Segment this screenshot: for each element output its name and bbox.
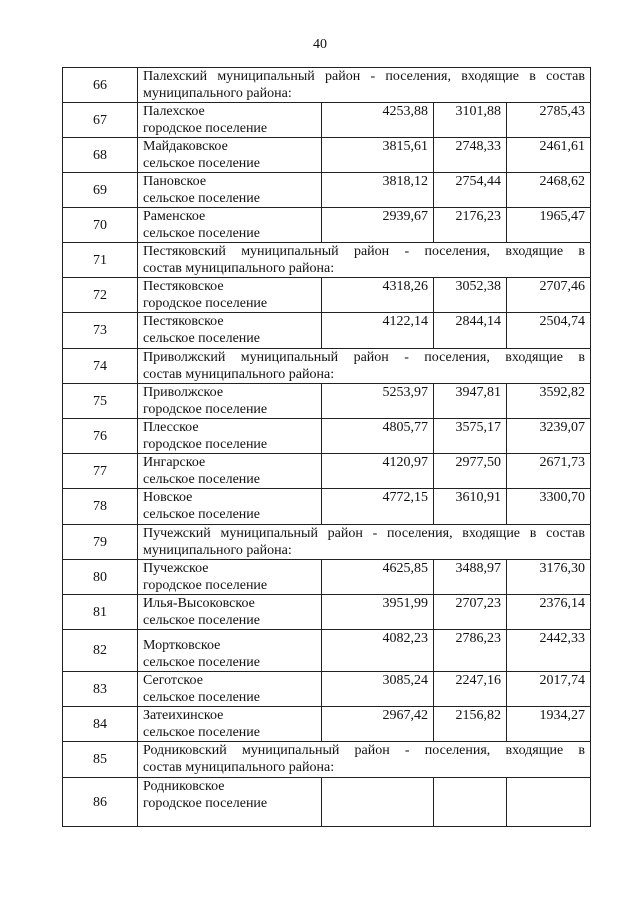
district-group-row [63,68,591,103]
value-cell-2: 2748,33 [434,138,507,173]
district-heading-line: состав муниципального района: [143,760,335,775]
settlement-row [63,454,591,489]
settlement-name [138,595,322,630]
row-number: 75 [63,384,138,419]
page-number: 40 [313,37,327,52]
value-cell-2: 3101,88 [434,103,507,138]
value-cell-3: 2376,14 [507,595,591,630]
settlement-row [63,595,591,630]
settlement-name [138,278,322,313]
settlement-title: Пестяковское [143,279,224,294]
settlement-name [138,173,322,208]
settlement-row [63,313,591,349]
settlement-type: городское поселение [143,796,268,811]
settlement-title: Плесское [143,420,199,435]
settlement-name [138,454,322,489]
settlement-row [63,419,591,454]
settlement-title: Раменское [143,209,206,224]
value-cell-3: 2468,62 [507,173,591,208]
settlement-type: городское поселение [143,578,268,593]
row-number: 68 [63,138,138,173]
value-cell-3: 1965,47 [507,208,591,243]
settlement-title: Палехское [143,104,205,119]
settlement-name [138,138,322,173]
district-heading-line: состав муниципального района: [143,261,335,276]
district-heading-line: Приволжский муниципальный район - поселения, входящие в [143,350,585,365]
settlement-name [138,778,322,827]
value-cell-3: 2017,74 [507,672,591,707]
value-cell-2: 2156,82 [434,707,507,742]
settlement-row [63,707,591,742]
district-heading-line: Пучежский муниципальный район - поселения, входящие в состав [143,526,585,541]
settlement-row [63,278,591,313]
row-number: 82 [63,630,138,672]
settlement-name [138,630,322,672]
settlement-row [63,173,591,208]
settlement-type: сельское поселение [143,655,260,670]
row-number: 69 [63,173,138,208]
value-cell-2: 3947,81 [434,384,507,419]
settlement-name [138,384,322,419]
settlement-type: сельское поселение [143,331,260,346]
value-cell-1: 4253,88 [322,103,434,138]
row-number: 66 [63,68,138,103]
value-cell-2: 2844,14 [434,313,507,349]
row-number: 71 [63,243,138,278]
settlement-title: Пановское [143,174,207,189]
settlement-row [63,672,591,707]
value-cell-3: 2442,33 [507,630,591,672]
district-heading-line: муниципального района: [143,543,292,558]
row-number: 83 [63,672,138,707]
row-number: 79 [63,525,138,560]
value-cell-2: 2977,50 [434,454,507,489]
value-cell-2: 3610,91 [434,489,507,525]
settlement-title: Затеихинское [143,708,224,723]
value-cell-1: 4772,15 [322,489,434,525]
value-cell-3: 3239,07 [507,419,591,454]
settlement-title: Сеготское [143,673,203,688]
settlement-row [63,138,591,173]
row-number: 67 [63,103,138,138]
district-group-row [63,742,591,778]
value-cell-3: 1934,27 [507,707,591,742]
district-heading [138,243,591,278]
settlement-title: Приволжское [143,385,224,400]
settlement-type: сельское поселение [143,226,260,241]
value-cell-1: 4318,26 [322,278,434,313]
district-heading [138,525,591,560]
value-cell-2: 3052,38 [434,278,507,313]
settlement-row [63,208,591,243]
row-number: 85 [63,742,138,778]
settlement-title: Майдаковское [143,139,228,154]
value-cell-1: 4122,14 [322,313,434,349]
settlement-title: Мортковское [143,638,221,653]
settlement-row [63,103,591,138]
settlement-type: сельское поселение [143,725,260,740]
value-cell-3: 2504,74 [507,313,591,349]
table-body [63,68,591,827]
district-heading-line: Пестяковский муниципальный район - поселения, входящие в [143,244,585,259]
settlement-type: городское поселение [143,437,268,452]
value-cell-3 [507,778,591,827]
value-cell-2: 2707,23 [434,595,507,630]
settlement-row [63,489,591,525]
settlement-type: сельское поселение [143,507,260,522]
value-cell-1: 2967,42 [322,707,434,742]
settlement-name [138,103,322,138]
district-heading-line: муниципального района: [143,86,292,101]
district-heading-line: Палехский муниципальный район - поселения, входящие в состав [143,69,585,84]
value-cell-3: 3300,70 [507,489,591,525]
row-number: 77 [63,454,138,489]
row-number: 86 [63,778,138,827]
district-group-row [63,349,591,384]
value-cell-3: 2671,73 [507,454,591,489]
value-cell-3: 2785,43 [507,103,591,138]
value-cell-1: 4805,77 [322,419,434,454]
row-number: 78 [63,489,138,525]
settlement-type: сельское поселение [143,156,260,171]
settlement-row [63,560,591,595]
row-number: 84 [63,707,138,742]
settlement-type: городское поселение [143,296,268,311]
settlement-name [138,707,322,742]
settlement-title: Пестяковское [143,314,224,329]
district-heading [138,742,591,778]
value-cell-3: 3176,30 [507,560,591,595]
value-cell-3: 3592,82 [507,384,591,419]
settlement-name [138,560,322,595]
settlement-row [63,778,591,827]
value-cell-1 [322,778,434,827]
district-group-row [63,525,591,560]
settlement-type: сельское поселение [143,613,260,628]
settlement-type: городское поселение [143,402,268,417]
settlement-title: Илья-Высоковское [143,596,255,611]
value-cell-2: 2247,16 [434,672,507,707]
value-cell-2: 3488,97 [434,560,507,595]
district-heading-line: состав муниципального района: [143,367,335,382]
row-number: 70 [63,208,138,243]
row-number: 73 [63,313,138,349]
settlement-row [63,630,591,672]
district-heading [138,68,591,103]
settlements-table [62,67,591,827]
value-cell-2: 2754,44 [434,173,507,208]
value-cell-1: 3818,12 [322,173,434,208]
settlement-type: сельское поселение [143,690,260,705]
value-cell-1: 5253,97 [322,384,434,419]
value-cell-2: 2176,23 [434,208,507,243]
settlement-name [138,313,322,349]
settlement-title: Новское [143,490,193,505]
settlement-title: Пучежское [143,561,209,576]
value-cell-1: 3951,99 [322,595,434,630]
value-cell-2: 3575,17 [434,419,507,454]
value-cell-2 [434,778,507,827]
settlement-name [138,419,322,454]
value-cell-1: 3815,61 [322,138,434,173]
row-number: 80 [63,560,138,595]
settlement-title: Родниковское [143,779,225,794]
district-heading [138,349,591,384]
row-number: 81 [63,595,138,630]
value-cell-3: 2707,46 [507,278,591,313]
district-group-row [63,243,591,278]
settlement-name [138,208,322,243]
value-cell-1: 2939,67 [322,208,434,243]
settlement-name [138,489,322,525]
district-heading-line: Родниковский муниципальный район - поселения, входящие в [143,743,585,758]
settlement-name [138,672,322,707]
row-number: 76 [63,419,138,454]
value-cell-1: 4625,85 [322,560,434,595]
settlement-type: сельское поселение [143,191,260,206]
settlement-title: Ингарское [143,455,206,470]
row-number: 74 [63,349,138,384]
value-cell-3: 2461,61 [507,138,591,173]
row-number: 72 [63,278,138,313]
value-cell-1: 4120,97 [322,454,434,489]
settlement-type: сельское поселение [143,472,260,487]
value-cell-1: 4082,23 [322,630,434,672]
value-cell-2: 2786,23 [434,630,507,672]
settlement-row [63,384,591,419]
settlement-type: городское поселение [143,121,268,136]
value-cell-1: 3085,24 [322,672,434,707]
